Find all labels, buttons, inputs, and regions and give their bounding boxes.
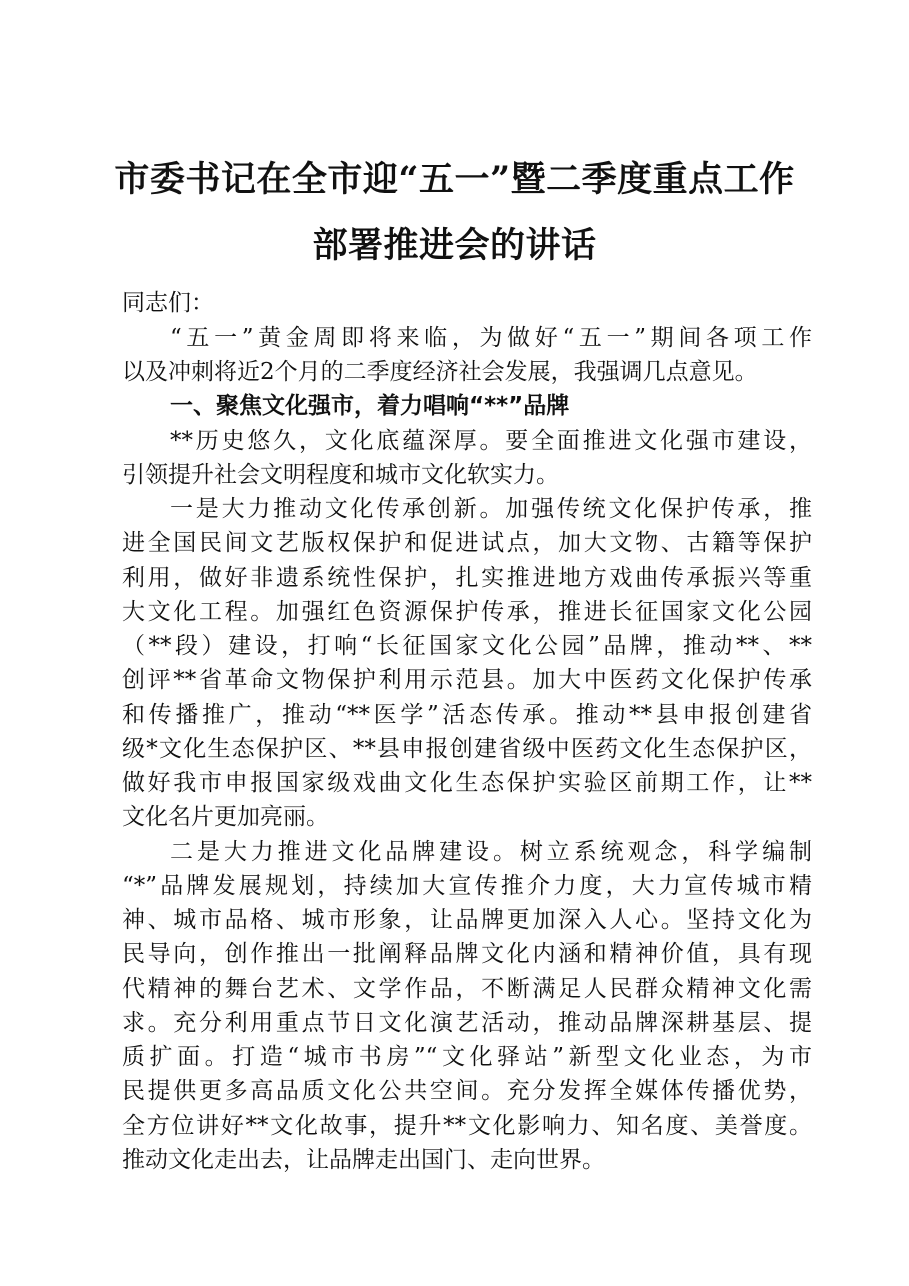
document-title-line-2: 部署推进会的讲话 [312,225,597,266]
para2-line: 神、城市品格、城市形象，让品牌更加深入人心。坚持文化为 [122,907,812,933]
para1-line: 级*文化生态保护区、**县申报创建省级中医药文化生态保护区， [122,736,812,762]
para2-line: 代精神的舞台艺术、文学作品，不断满足人民群众精神文化需 [122,976,812,1002]
para1-line: 一是大力推动文化传承创新。加强传统文化保护传承，推 [170,496,812,522]
intro-line-2: 以及冲刺将近2个月的二季度经济社会发展，我强调几点意见。 [122,359,758,385]
para2-line: 全方位讲好**文化故事，提升**文化影响力、知名度、美誉度。 [122,1113,812,1139]
para2-line: 二是大力推进文化品牌建设。树立系统观念，科学编制 [170,839,812,865]
document-title-line-1: 市委书记在全市迎“五一”暨二季度重点工作 [114,159,795,200]
para2-line: “*”品牌发展规划，持续加大宣传推介力度，大力宣传城市精 [122,873,812,899]
salutation: 同志们： [122,290,214,316]
para1-line: 和传播推广，推动“**医学”活态传承。推动**县申报创建省 [122,702,812,728]
para2-line: 推动文化走出去，让品牌走出国门、走向世界。 [122,1147,605,1173]
section1-intro-line-2: 引领提升社会文明程度和城市文化软实力。 [122,462,559,488]
para1-line: 创评**省革命文物保护利用示范县。加大中医药文化保护传承 [122,667,812,693]
para1-line: 文化名片更加亮丽。 [122,804,329,830]
para2-line: 民提供更多高品质文化公共空间。充分发挥全媒体传播优势， [122,1078,812,1104]
intro-line-1: “五一”黄金周即将来临，为做好“五一”期间各项工作 [170,325,812,351]
section-heading-1: 一、聚焦文化强市，着力唱响“**”品牌 [170,393,570,419]
para2-line: 民导向，创作推出一批阐释品牌文化内涵和精神价值，具有现 [122,941,812,967]
para1-line: 大文化工程。加强红色资源保护传承，推进长征国家文化公园 [122,599,812,625]
para1-line: 进全国民间文艺版权保护和促进试点，加大文物、古籍等保护 [122,530,812,556]
para1-line: 利用，做好非遗系统性保护，扎实推进地方戏曲传承振兴等重 [122,565,812,591]
section1-intro-line-1: **历史悠久，文化底蕴深厚。要全面推进文化强市建设， [170,428,812,454]
para1-line: （**段）建设，打响“长征国家文化公园”品牌，推动**、** [122,633,812,659]
para2-line: 质扩面。打造“城市书房”“文化驿站”新型文化业态，为市 [122,1044,812,1070]
para1-line: 做好我市申报国家级戏曲文化生态保护实验区前期工作，让** [122,770,812,796]
para2-line: 求。充分利用重点节日文化演艺活动，推动品牌深耕基层、提 [122,1010,812,1036]
